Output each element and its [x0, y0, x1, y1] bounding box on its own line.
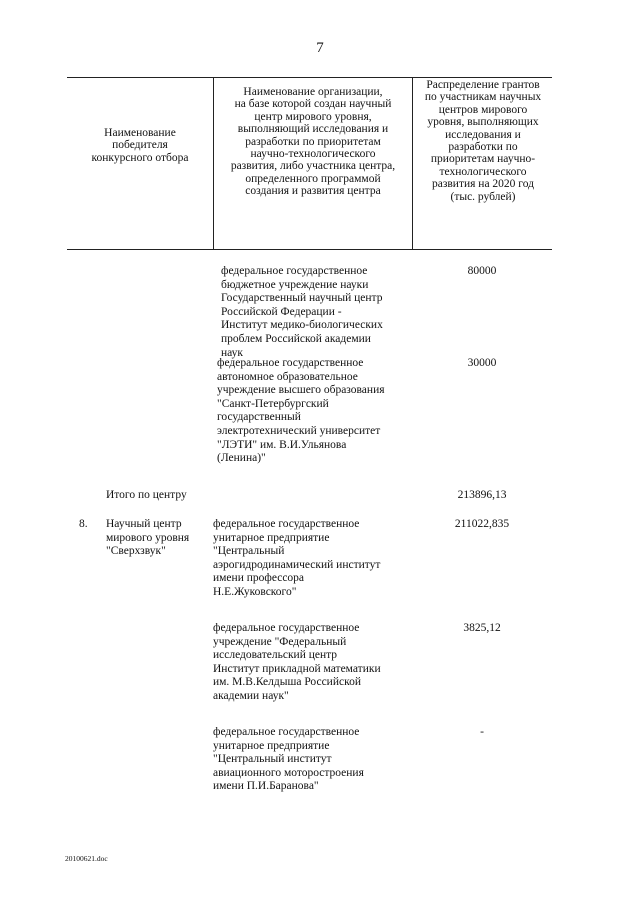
total-label: Итого по центру [106, 489, 187, 501]
header-divider-1 [213, 77, 214, 249]
amount-cell-imbp: 80000 [467, 265, 497, 277]
header-divider-2 [412, 77, 413, 249]
row-number: 8. [79, 518, 88, 530]
total-amount: 213896,13 [457, 489, 507, 501]
org-cell-tsagi: федеральное государственное унитарное предприятие "Центральный аэрогидродинамический институт имени профессора Н.Е.Жуковского" [213, 518, 381, 598]
amount-cell-ciam: - [480, 726, 484, 738]
header-grant-distribution: Распределение грантов по участникам научных центров мирового уровня, выполняющих исследования и разработки по приоритетам научно- технологического развития на 2020 год (тыс. рублей) [424, 79, 542, 203]
amount-cell-tsagi: 211022,835 [454, 518, 510, 530]
org-cell-imbp: федеральное государственное бюджетное учреждение науки Государственный научный центр Российской Федерации - Институт медико-биологических проблем Российской академии наук [221, 265, 383, 359]
org-cell-leti: федеральное государственное автономное образовательное учреждение высшего образования "Санкт-Петербургский государственный электротехнический университет "ЛЭТИ" им. В.И.Ульянова (Ленина)" [217, 357, 385, 465]
table-top-rule [67, 77, 552, 78]
amount-cell-leti: 30000 [467, 357, 497, 369]
header-organization-name: Наименование организации, на базе которой создан научный центр мирового уровня, выполняющий исследования и разработки по приоритетам научно-технологического развития, либо участника центра, определенного программой создания и развития центра [230, 86, 396, 198]
amount-cell-keldysh: 3825,12 [463, 622, 501, 634]
table-header-bottom-rule [67, 249, 552, 250]
org-cell-keldysh: федеральное государственное учреждение "Федеральный исследовательский центр Институт прикладной математики им. М.В.Келдыша Российской академии наук" [213, 622, 381, 702]
org-cell-ciam: федеральное государственное унитарное предприятие "Центральный институт авиационного моторостроения имени П.И.Баранова" [213, 726, 364, 793]
page-number: 7 [316, 40, 324, 56]
header-winner-name: Наименование победителя конкурсного отбора [91, 127, 189, 164]
center-name: Научный центр мирового уровня "Сверхзвук" [106, 518, 190, 558]
document-filename: 20100621.doc [65, 854, 108, 863]
